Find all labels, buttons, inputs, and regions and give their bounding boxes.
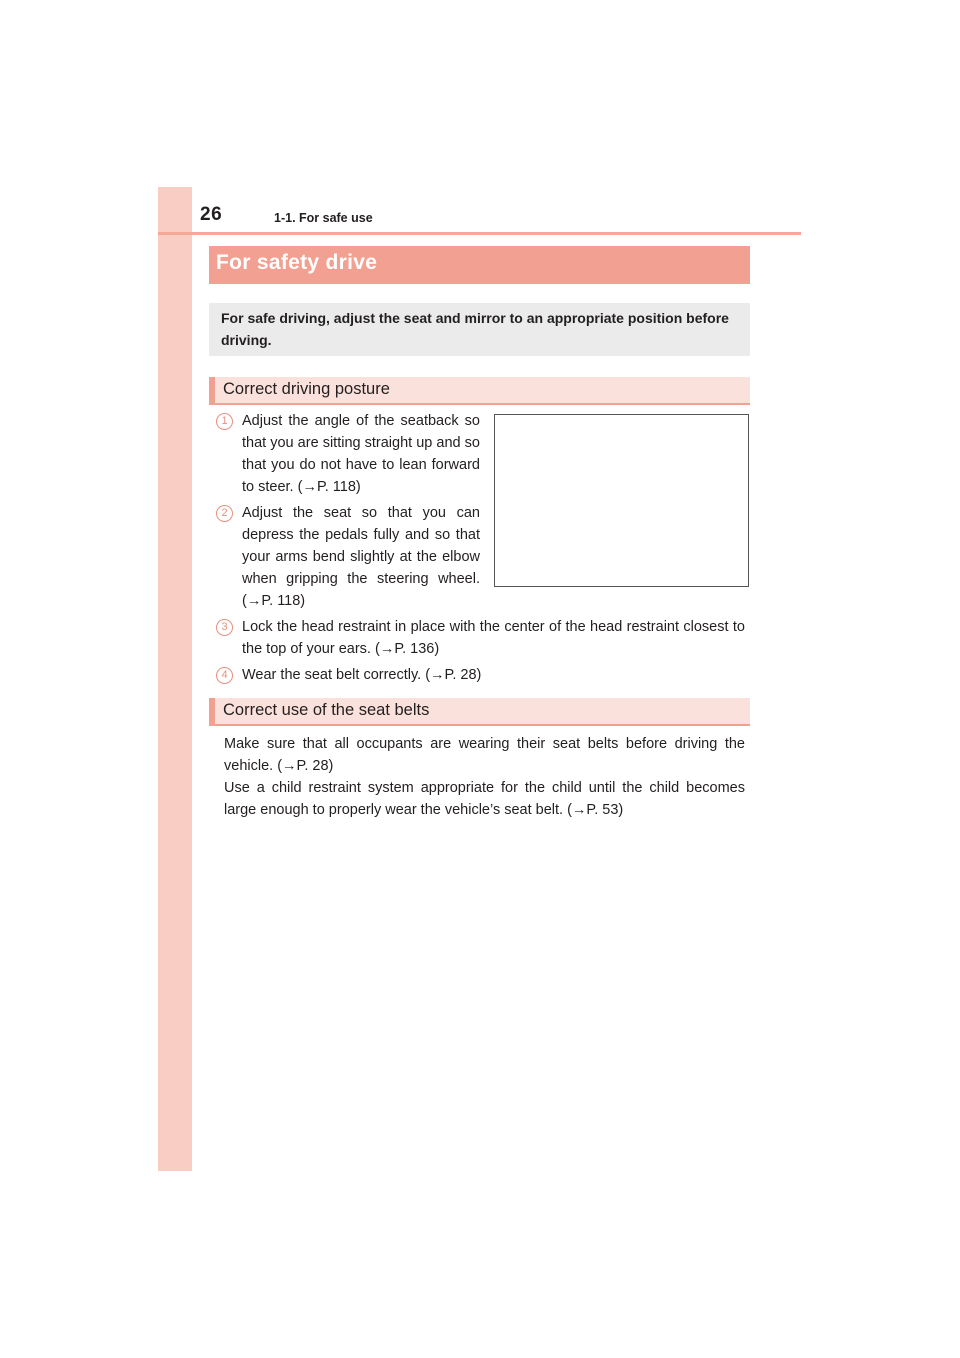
posture-item-4-text: Wear the seat belt correctly. (→P. 28)	[242, 667, 482, 683]
heading-driving-posture-label: Correct driving posture	[223, 380, 390, 398]
heading-driving-posture	[209, 377, 750, 405]
item-number-badge: 4	[216, 667, 233, 684]
section-reference: 1-1. For safe use	[274, 211, 373, 225]
item-number-badge: 2	[216, 505, 233, 522]
side-strip	[158, 187, 192, 1171]
page-title: For safety drive	[216, 251, 378, 274]
page-title-band	[209, 246, 750, 284]
heading-seat-belts	[209, 698, 750, 726]
illustration-placeholder	[494, 414, 749, 587]
item-number-badge: 3	[216, 619, 233, 636]
posture-item-1-text: Adjust the angle of the seatback so that you are sitting straight up and so that you do not have to lean forward to steer. (→P. 118)	[242, 413, 480, 495]
page-number: 26	[200, 204, 223, 225]
seatbelt-paragraph-2: Use a child restraint system appropriate for the child until the child becomes large enough to properly wear the vehicle’s seat belt. (→P. 53)	[224, 780, 745, 818]
intro-box	[209, 303, 750, 356]
header-divider	[158, 232, 801, 235]
intro-text: For safe driving, adjust the seat and mirror to an appropriate position before driving.	[221, 310, 729, 348]
posture-item-2-text: Adjust the seat so that you can depress the pedals fully and so that your arms bend slightly at the elbow when gripping the steering wheel. (→P. 118)	[242, 505, 480, 609]
heading-seat-belts-label: Correct use of the seat belts	[223, 701, 430, 719]
posture-item-3-text: Lock the head restraint in place with the center of the head restraint closest to the top of your ears. (→P. 136)	[242, 619, 745, 657]
item-number-badge: 1	[216, 413, 233, 430]
seatbelt-paragraph-1: Make sure that all occupants are wearing their seat belts before driving the vehicle. (→P. 28)	[224, 736, 745, 774]
